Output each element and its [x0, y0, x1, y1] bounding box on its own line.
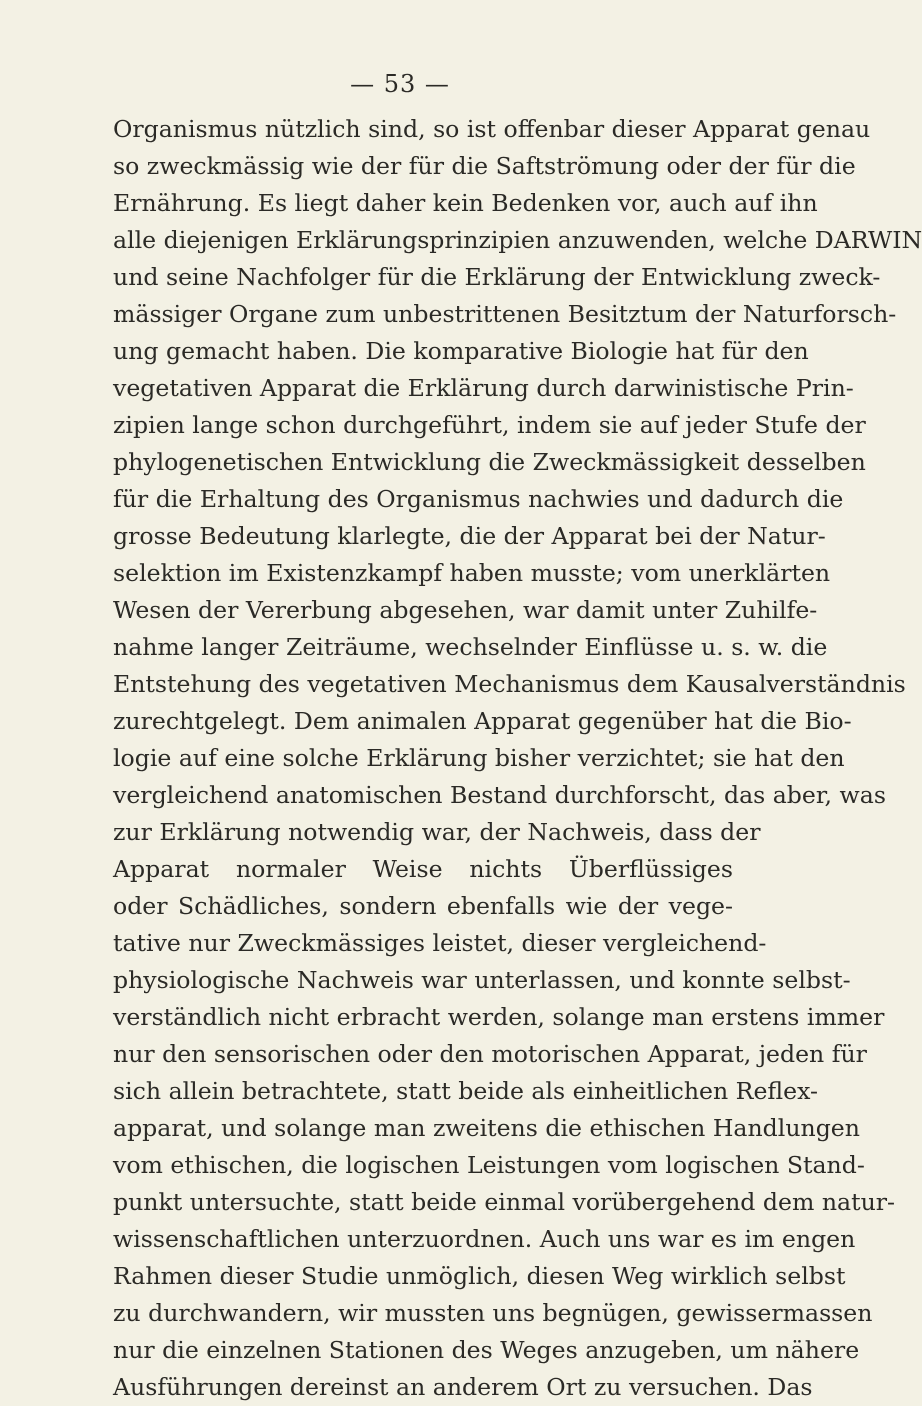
text-line: physiologische Nachweis war unterlassen, und konnte selbst- — [113, 966, 851, 994]
text-line: Wesen der Vererbung abgesehen, war damit unter Zuhilfe- — [113, 596, 818, 624]
text-line: und seine Nachfolger für die Erklärung der Entwicklung zweck- — [113, 263, 881, 291]
text-line: Ausführungen dereinst an anderem Ort zu versuchen. Das — [113, 1373, 813, 1401]
text-line: zurechtgelegt. Dem animalen Apparat gegenüber hat die Bio- — [113, 707, 852, 735]
text-line: punkt untersuchte, statt beide einmal vorübergehend dem natur- — [113, 1188, 896, 1216]
text-line: tative nur Zweckmässiges leistet, dieser vergleichend- — [113, 929, 767, 957]
text-line: apparat, und solange man zweitens die ethischen Handlungen — [113, 1114, 860, 1142]
text-line: logie auf eine solche Erklärung bisher verzichtet; sie hat den — [113, 744, 845, 772]
text-line: verständlich nicht erbracht werden, solange man erstens immer — [113, 1003, 885, 1031]
text-line: Apparat normaler Weise nichts Überflüssiges — [113, 855, 733, 883]
text-line: wissenschaftlichen unterzuordnen. Auch uns war es im engen — [113, 1225, 856, 1253]
text-line: nur den sensorischen oder den motorischen Apparat, jeden für — [113, 1040, 867, 1068]
text-line: Ernährung. Es liegt daher kein Bedenken vor, auch auf ihn — [113, 189, 818, 217]
text-line: zu durchwandern, wir mussten uns begnügen, gewissermassen — [113, 1299, 873, 1327]
page-number: — 53 — — [350, 70, 450, 98]
text-line: vergleichend anatomischen Bestand durchforscht, das aber, was — [113, 781, 886, 809]
text-line: Entstehung des vegetativen Mechanismus dem Kausalverständnis — [113, 670, 906, 698]
text-line: vegetativen Apparat die Erklärung durch darwinistische Prin- — [113, 374, 854, 402]
text-line: phylogenetischen Entwicklung die Zweckmässigkeit desselben — [113, 448, 866, 476]
text-line: zipien lange schon durchgeführt, indem sie auf jeder Stufe der — [113, 411, 866, 439]
text-line: für die Erhaltung des Organismus nachwies und dadurch die — [113, 485, 844, 513]
text-line: nahme langer Zeiträume, wechselnder Einflüsse u. s. w. die — [113, 633, 828, 661]
text-line: selektion im Existenzkampf haben musste; vom unerklärten — [113, 559, 831, 587]
text-line: sich allein betrachtete, statt beide als einheitlichen Reflex- — [113, 1077, 818, 1105]
text-line: Organismus nützlich sind, so ist offenbar dieser Apparat genau — [113, 115, 871, 143]
text-line: grosse Bedeutung klarlegte, die der Apparat bei der Natur- — [113, 522, 826, 550]
text-line: mässiger Organe zum unbestrittenen Besitztum der Naturforsch- — [113, 300, 897, 328]
text-line: alle diejenigen Erklärungsprinzipien anzuwenden, welche DARWIN — [113, 226, 922, 254]
text-line: oder Schädliches, sondern ebenfalls wie der vege- — [113, 892, 733, 920]
text-line: zur Erklärung notwendig war, der Nachweis, dass der — [113, 818, 761, 846]
text-line: Rahmen dieser Studie unmöglich, diesen Weg wirklich selbst — [113, 1262, 846, 1290]
text-line: ung gemacht haben. Die komparative Biologie hat für den — [113, 337, 809, 365]
body-text — [113, 111, 922, 1406]
text-line: so zweckmässig wie der für die Saftströmung oder der für die — [113, 152, 856, 180]
text-line: vom ethischen, die logischen Leistungen vom logischen Stand- — [113, 1151, 865, 1179]
text-line: nur die einzelnen Stationen des Weges anzugeben, um nähere — [113, 1336, 860, 1364]
